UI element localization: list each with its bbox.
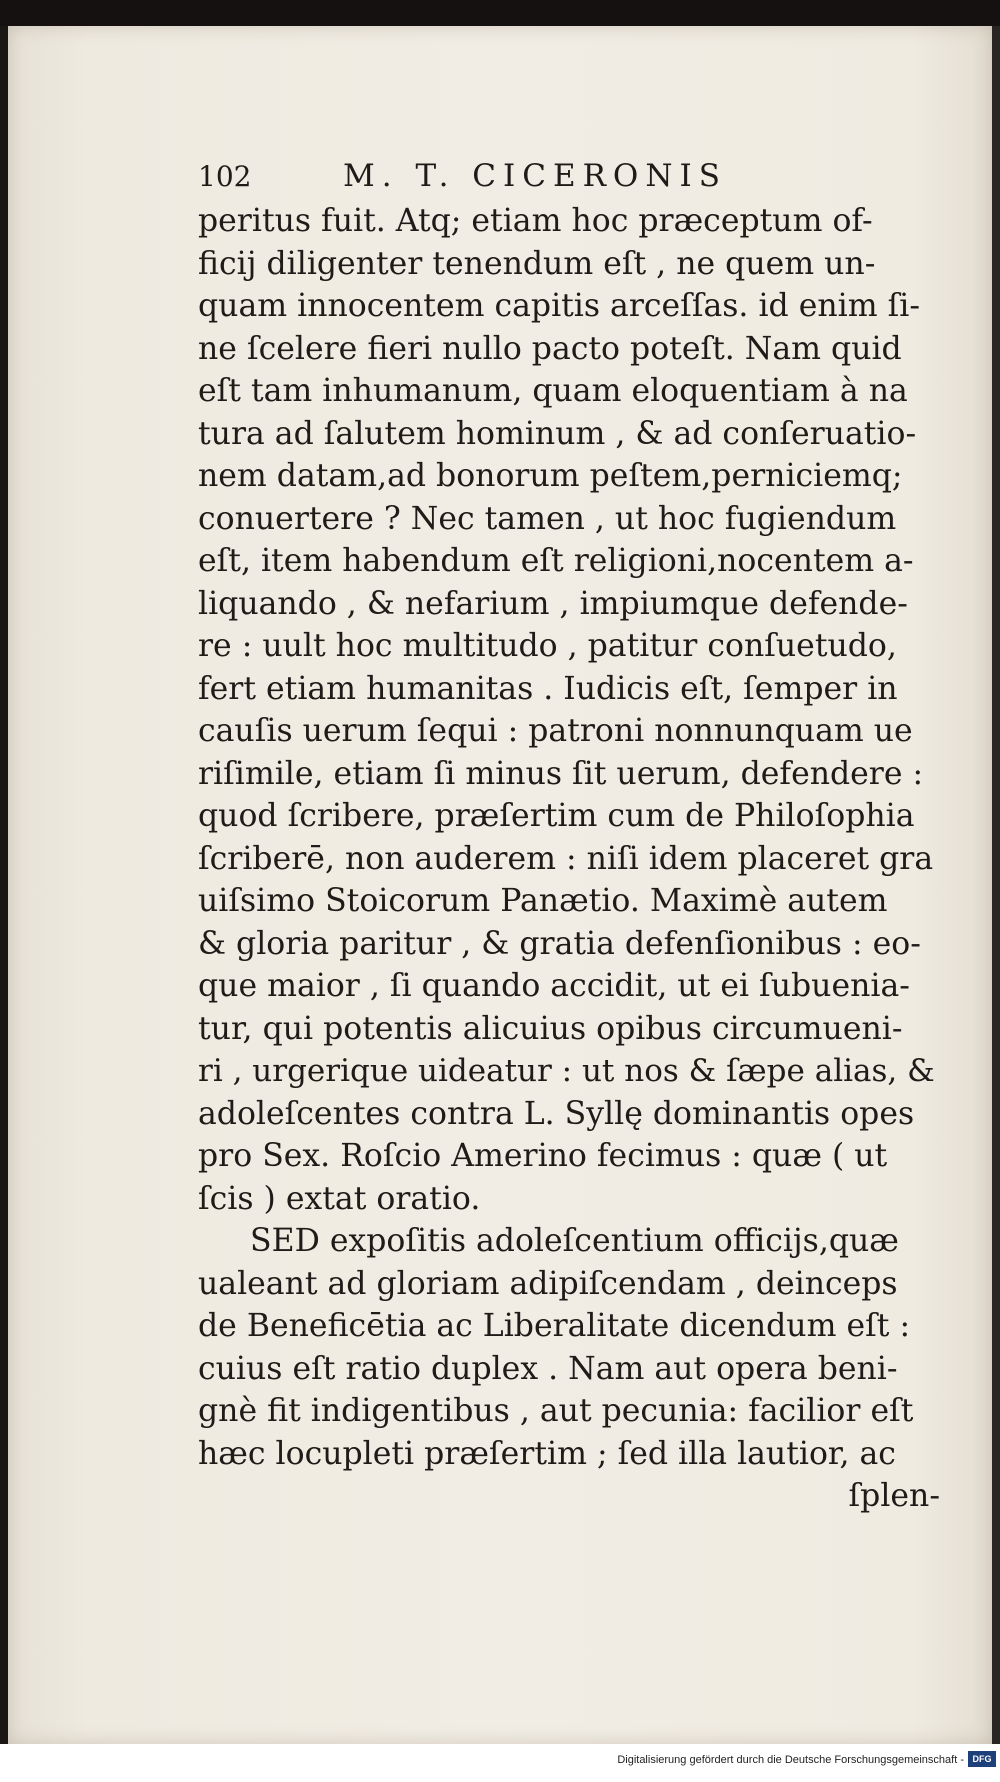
text-line: pro Sex. Roſcio Amerino fecimus : quæ ( ut	[198, 1138, 888, 1174]
text-line: adoleſcentes contra L. Syllę dominantis opes	[198, 1095, 915, 1132]
text-line: ſcriberē, non auderem : niſi idem placeret gra	[198, 840, 934, 877]
text-line: de Beneficētia ac Liberalitate dicendum eſt :	[198, 1308, 911, 1344]
book-page	[8, 26, 992, 1744]
page-header	[198, 156, 940, 200]
text-line: ficij diligenter tenendum eſt , ne quem un-	[198, 245, 876, 282]
page-number: 102	[198, 160, 252, 193]
text-line: tura ad ſalutem hominum , & ad conſeruatio-	[198, 415, 917, 452]
scan-right-border	[992, 26, 1000, 1744]
text-line: ri , urgerique uideatur : ut nos & ſæpe alias, &	[198, 1053, 935, 1089]
text-line: cuius eſt ratio duplex . Nam aut opera beni-	[198, 1350, 898, 1387]
funding-credit: Digitalisierung gefördert durch die Deutsche Forschungsgemeinschaft -	[617, 1754, 964, 1766]
text-line: ſcis ) extat oratio.	[198, 1180, 481, 1217]
text-line: peritus fuit. Atq; etiam hoc præceptum of-	[198, 203, 873, 239]
text-line: liquando , & nefarium , impiumque defende-	[198, 585, 908, 622]
text-line: fert etiam humanitas . Iudicis eſt, ſemper in	[198, 670, 898, 707]
text-line: cauſis uerum ſequi : patroni nonnunquam ue	[198, 713, 913, 749]
scan-top-border	[0, 0, 1000, 26]
page-text-block	[198, 156, 940, 1518]
text-line: eſt, item habendum eſt religioni,nocentem a-	[198, 543, 914, 579]
text-line: riſimile, etiam ſi minus ſit uerum, defendere :	[198, 755, 924, 792]
text-line: uiſsimo Stoicorum Panætio. Maximè autem	[198, 883, 888, 919]
text-line: hæc locupleti præſertim ; ſed illa lautior, ac	[198, 1435, 896, 1472]
text-line: quam innocentem capitis arceſſas. id enim ſi-	[198, 288, 920, 324]
text-line: ne ſcelere fieri nullo pacto poteſt. Nam quid	[198, 330, 902, 367]
text-line: tur, qui potentis alicuius opibus circumueni-	[198, 1010, 903, 1047]
text-line: nem datam,ad bonorum peſtem,perniciemq;	[198, 458, 903, 494]
text-line: re : uult hoc multitudo , patitur conſuetudo,	[198, 628, 897, 664]
text-line: que maior , ſi quando accidit, ut ei ſubuenia-	[198, 968, 910, 1004]
running-head: M. T. CICERONIS	[343, 158, 727, 194]
dfg-logo: DFG	[968, 1751, 996, 1767]
digitization-footer	[0, 1744, 1000, 1782]
text-line: & gloria paritur , & gratia defenſionibus : eo-	[198, 925, 921, 962]
text-line: quod ſcribere, præſertim cum de Philoſophia	[198, 798, 915, 834]
paragraph-start-line: SED expoſitis adoleſcentium officijs,quæ	[250, 1223, 899, 1259]
text-line: ualeant ad gloriam adipiſcendam , deinceps	[198, 1265, 898, 1302]
text-line: gnè fit indigentibus , aut pecunia: facilior eſt	[198, 1393, 914, 1429]
text-line: conuertere ? Nec tamen , ut hoc fugiendum	[198, 500, 897, 537]
catchword: ſplen-	[848, 1478, 940, 1514]
text-line: eſt tam inhumanum, quam eloquentiam à na	[198, 373, 908, 409]
